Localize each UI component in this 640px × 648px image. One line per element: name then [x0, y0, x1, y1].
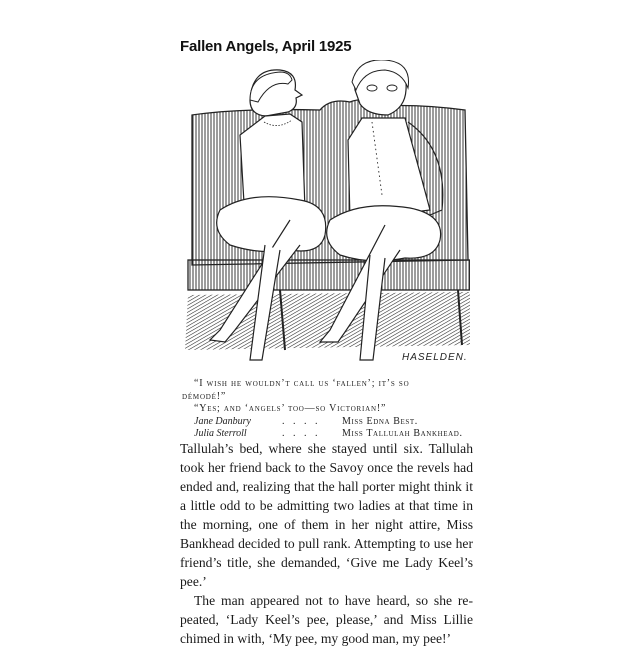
- paragraph: The man appeared not to have heard, so she re-peated, ‘Lady Keel’s pee, please,’ and Miss Lillie chimed in with, ‘My pee, my good man, my pee!’: [180, 593, 473, 646]
- cast-role: Jane Danbury: [194, 415, 251, 427]
- cartoon-illustration: [180, 60, 470, 370]
- artist-signature: HASELDEN.: [402, 352, 468, 363]
- cast-role: Julia Sterroll: [194, 428, 247, 439]
- cast-row: [182, 416, 472, 429]
- caption-line-2: démodé!”: [182, 390, 227, 402]
- cast-actor: Miss Tallulah Bankhead.: [342, 428, 463, 439]
- cartoon-caption: [182, 378, 472, 441]
- body-text: [180, 439, 473, 648]
- page-title: Fallen Angels, April 1925: [180, 38, 352, 55]
- cast-dots: . . . .: [282, 428, 321, 439]
- caption-line-3: “Yes; and ‘angels’ too—so Victorian!”: [194, 403, 387, 414]
- paragraph: Tallulah’s bed, where she stayed until six. Tallulah took her friend back to the Savoy once the revels had ended and, realizing that the hall porter might think it a little odd to be admitting two ladies at that time in the morning, one of them in her night attire, Miss Bankhead decided to pull rank. Attempting to use her friend’s title, she demanded, ‘Give me Lady Keel’s pee.’: [180, 441, 473, 589]
- cast-dots: . . . .: [282, 415, 321, 427]
- cast-actor: Miss Edna Best.: [342, 415, 418, 427]
- caption-line-1: “I wish he wouldn’t call us ‘fallen’; it’s so: [194, 378, 410, 389]
